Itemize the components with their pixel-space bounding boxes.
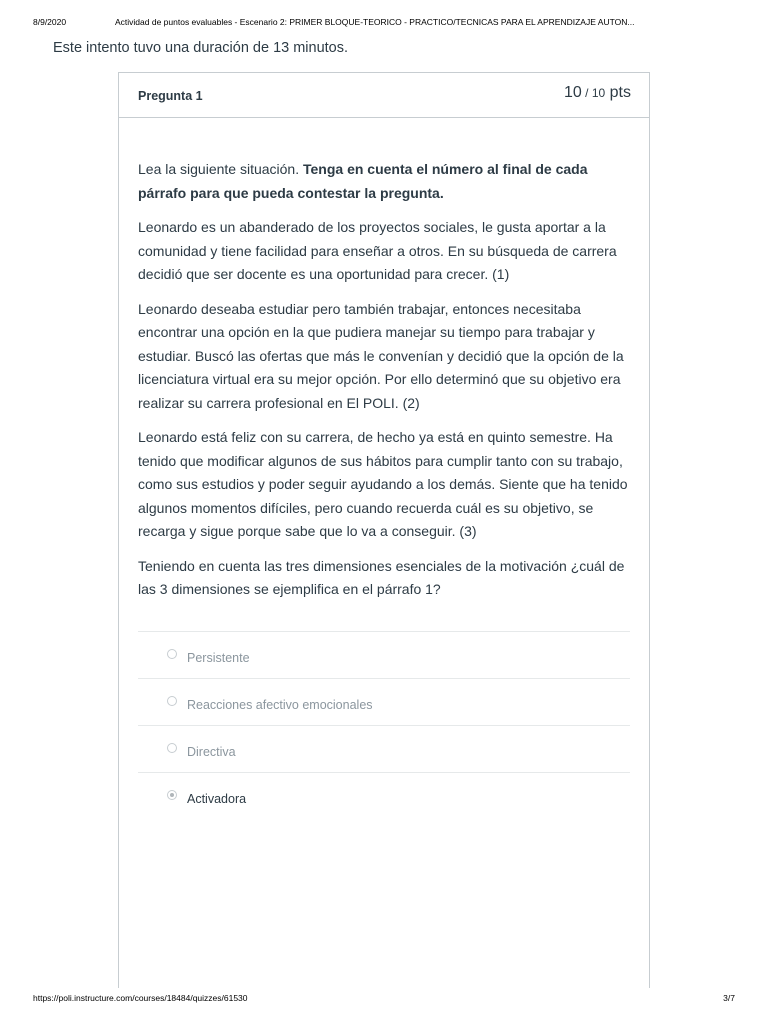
question-intro-text: Lea la siguiente situación. [138,161,303,177]
answer-label: Activadora [187,791,247,806]
answer-option[interactable] [138,679,630,726]
answer-option[interactable] [138,726,630,773]
radio-button[interactable] [167,649,177,659]
print-url: https://poli.instructure.com/courses/18484/quizzes/61530 [33,993,248,1003]
points-earned: 10 [564,84,582,101]
question-intro-emphasis: Tenga en cuenta el número al final de cada párrafo para que pueda contestar la pregunta. [138,161,588,201]
question-paragraph-1: Leonardo es un abanderado de los proyectos sociales, le gusta aportar a la comunidad y tiene facilidad para enseñar a otros. En su búsqueda de carrera decidió que ser docente es una oportunidad para crecer. (1) [138,219,617,282]
print-page-title: Actividad de puntos evaluables - Escenario 2: PRIMER BLOQUE-TEORICO - PRACTICO/TECNICAS PARA EL APRENDIZAJE AUTON... [115,17,635,27]
question-points [564,84,631,102]
answer-option[interactable] [138,632,630,679]
points-separator: / [581,86,592,100]
question-card [118,72,650,988]
question-body [119,118,649,819]
radio-button-selected[interactable] [167,790,177,800]
question-intro [138,158,630,205]
answer-label: Persistente [187,650,250,665]
print-page-number: 3/7 [723,993,735,1003]
question-header [119,73,649,118]
print-header [33,17,733,27]
points-possible: 10 [591,86,606,100]
answer-option-selected[interactable] [138,773,630,819]
points-unit: pts [605,84,631,101]
print-date: 8/9/2020 [33,17,67,27]
answer-label: Directiva [187,744,236,759]
question-title: Pregunta 1 [138,89,203,103]
question-paragraph-3: Leonardo está feliz con su carrera, de hecho ya está en quinto semestre. Ha tenido que modificar algunos de sus hábitos para cumplir tanto con su trabajo, como sus estudios y poder seguir ayudando a los demás. Siente que ha tenido algunos momentos difíciles, pero cuando recuerda cuál es su objetivo, se recarga y sigue porque sabe que lo va a conseguir. (3) [138,429,628,539]
question-paragraph-2: Leonardo deseaba estudiar pero también trabajar, entonces necesitaba encontrar una opción en la que pudiera manejar su tiempo para trabajar y estudiar. Buscó las ofertas que más le convenían y decidió que la opción de la licenciatura virtual era su mejor opción. Por ello determinó que su objetivo era realizar su carrera profesional en El POLI. (2) [138,300,624,411]
question-prompt: Teniendo en cuenta las tres dimensiones esenciales de la motivación ¿cuál de las 3 dimensiones se ejemplifica en el párrafo 1? [138,557,625,597]
radio-button[interactable] [167,743,177,753]
attempt-duration-text: Este intento tuvo una duración de 13 minutos. [53,40,349,56]
answer-list [138,631,630,819]
radio-button[interactable] [167,696,177,706]
print-footer [33,993,735,1003]
answer-label: Reacciones afectivo emocionales [187,697,373,712]
